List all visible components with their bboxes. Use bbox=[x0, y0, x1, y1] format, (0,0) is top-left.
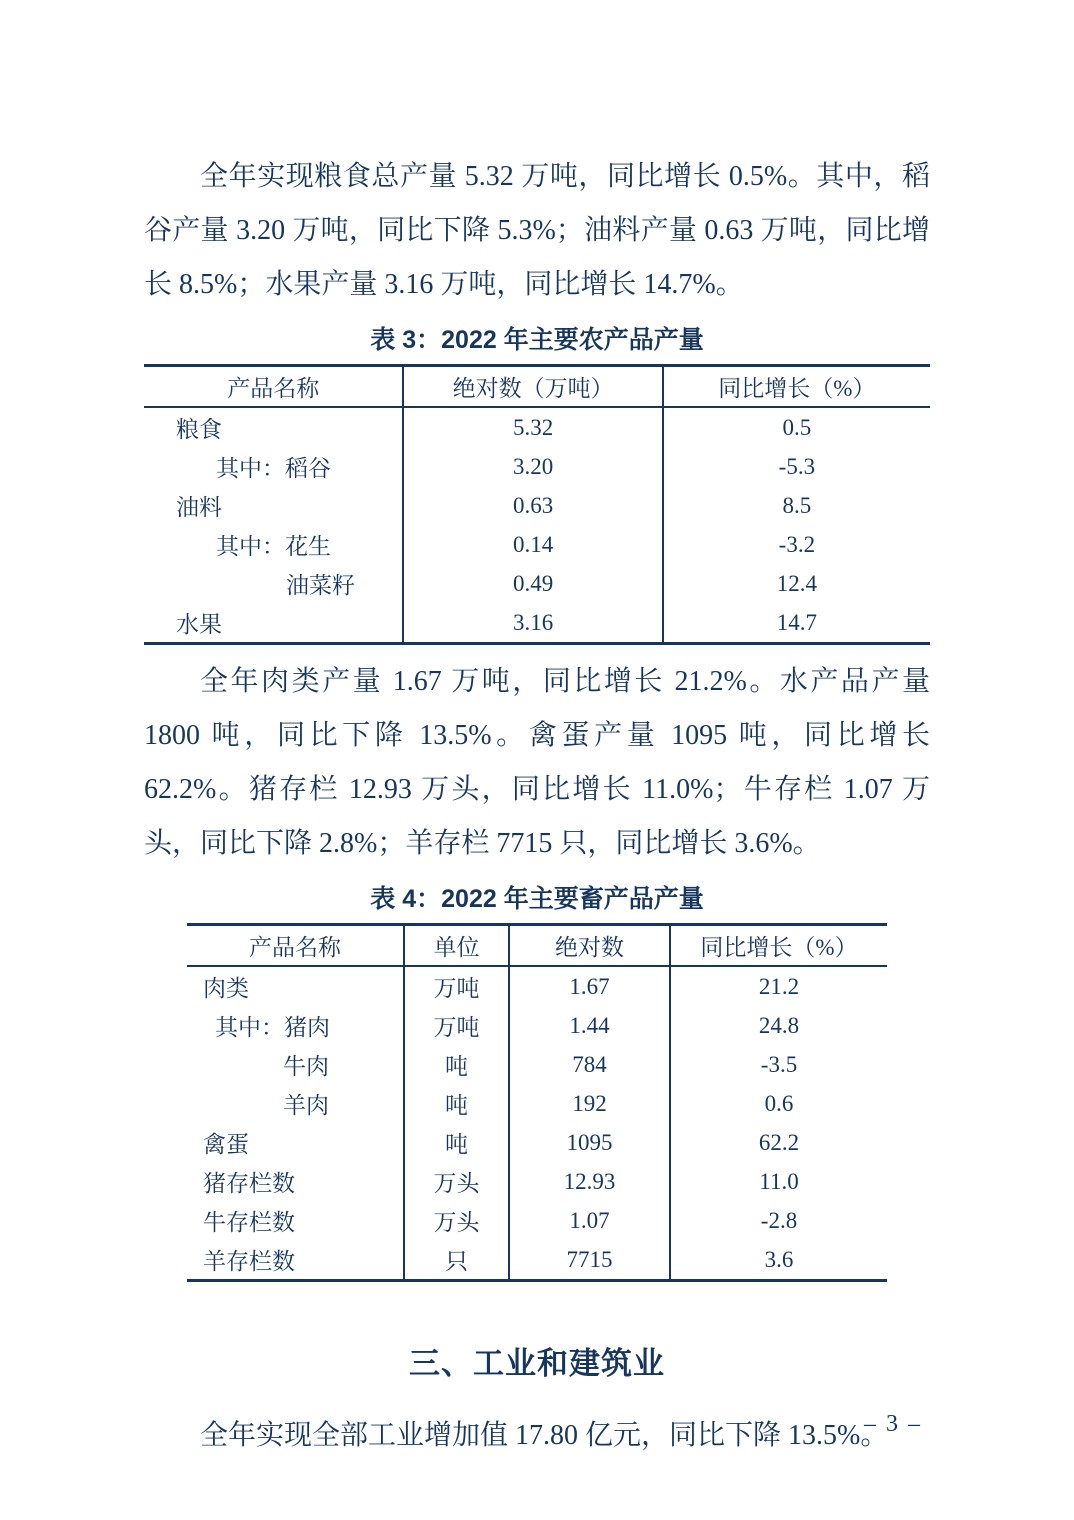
cell-growth-value: 8.5 bbox=[782, 492, 812, 518]
table4-header-row bbox=[187, 925, 887, 967]
cell-unit: 只 bbox=[404, 1240, 509, 1281]
table-row bbox=[187, 966, 887, 1006]
cell-product-name: 牛存栏数 bbox=[187, 1201, 404, 1240]
cell-product-name: 羊存栏数 bbox=[187, 1240, 404, 1281]
cell-absolute-value: 1.07 bbox=[509, 1201, 670, 1240]
table3-agricultural-products bbox=[144, 364, 930, 645]
cell-product-name: 猪存栏数 bbox=[187, 1162, 404, 1201]
cell-product-name: 油菜籽 bbox=[144, 564, 403, 603]
cell-growth-value: 0.5 bbox=[782, 414, 812, 440]
cell-product-name: 牛肉 bbox=[187, 1045, 404, 1084]
cell-product-name: 其中：稻谷 bbox=[144, 447, 403, 486]
table-row bbox=[144, 525, 930, 564]
cell-product-name: 羊肉 bbox=[187, 1084, 404, 1123]
table-row bbox=[187, 1006, 887, 1045]
cell-product-name: 肉类 bbox=[187, 966, 404, 1006]
table-row bbox=[187, 1162, 887, 1201]
cell-growth-value: 11.0 bbox=[759, 1168, 799, 1194]
cell-unit: 万头 bbox=[404, 1201, 509, 1240]
paragraph-industry-value: 全年实现全部工业增加值 17.80 亿元，同比下降 13.5%。 bbox=[200, 1420, 889, 1451]
table3-header-growth: 同比增长（%） bbox=[663, 366, 930, 408]
cell-growth-value: 14.7 bbox=[776, 609, 817, 635]
section-heading-industry: 三、工业和建筑业 bbox=[409, 1346, 665, 1381]
cell-growth-value: -5.3 bbox=[778, 453, 816, 479]
cell-unit: 万头 bbox=[404, 1162, 509, 1201]
cell-unit: 万吨 bbox=[404, 1006, 509, 1045]
cell-growth-value: 3.6 bbox=[764, 1246, 794, 1272]
cell-absolute-value: 3.16 bbox=[403, 603, 662, 644]
table-row bbox=[187, 1201, 887, 1240]
table4-header-product: 产品名称 bbox=[187, 925, 404, 967]
cell-growth-value: 24.8 bbox=[758, 1012, 800, 1038]
cell-product-name: 禽蛋 bbox=[187, 1123, 404, 1162]
table-row bbox=[187, 1084, 887, 1123]
cell-unit: 吨 bbox=[404, 1123, 509, 1162]
cell-unit: 万吨 bbox=[404, 966, 509, 1006]
table4-livestock-products bbox=[187, 923, 887, 1282]
cell-product-name: 水果 bbox=[144, 603, 403, 644]
cell-growth-value: -2.8 bbox=[760, 1207, 798, 1233]
cell-product-name: 其中：花生 bbox=[144, 525, 403, 564]
table-row bbox=[144, 564, 930, 603]
cell-growth-value: 12.4 bbox=[776, 570, 817, 596]
cell-absolute-value: 192 bbox=[509, 1084, 670, 1123]
cell-unit: 吨 bbox=[404, 1045, 509, 1084]
table3-title: 表 3：2022 年主要农产品产量 bbox=[370, 326, 704, 354]
cell-absolute-value: 1095 bbox=[509, 1123, 670, 1162]
table4-header-unit: 单位 bbox=[404, 925, 509, 967]
table-row bbox=[187, 1240, 887, 1281]
cell-unit: 吨 bbox=[404, 1084, 509, 1123]
cell-absolute-value: 1.67 bbox=[509, 966, 670, 1006]
cell-absolute-value: 5.32 bbox=[403, 407, 662, 447]
cell-absolute-value: 7715 bbox=[509, 1240, 670, 1281]
cell-growth-value: -3.2 bbox=[778, 531, 816, 557]
cell-absolute-value: 3.20 bbox=[403, 447, 662, 486]
table3-header-absolute: 绝对数（万吨） bbox=[403, 366, 662, 408]
cell-absolute-value: 0.63 bbox=[403, 486, 662, 525]
table-row bbox=[144, 447, 930, 486]
table-row bbox=[187, 1045, 887, 1084]
cell-growth-value: 0.6 bbox=[764, 1090, 794, 1116]
page-number: – 3 – bbox=[864, 1411, 922, 1437]
cell-product-name: 粮食 bbox=[144, 407, 403, 447]
cell-product-name: 油料 bbox=[144, 486, 403, 525]
cell-absolute-value: 0.14 bbox=[403, 525, 662, 564]
table-row bbox=[144, 603, 930, 644]
cell-absolute-value: 1.44 bbox=[509, 1006, 670, 1045]
table-row bbox=[187, 1123, 887, 1162]
cell-growth-value: 21.2 bbox=[758, 973, 800, 999]
table3-header-row bbox=[144, 366, 930, 408]
cell-absolute-value: 12.93 bbox=[509, 1162, 670, 1201]
cell-growth-value: -3.5 bbox=[760, 1051, 798, 1077]
cell-product-name: 其中：猪肉 bbox=[187, 1006, 404, 1045]
table-row bbox=[144, 407, 930, 447]
table3-header-product: 产品名称 bbox=[144, 366, 403, 408]
table-row bbox=[144, 486, 930, 525]
table4-title: 表 4：2022 年主要畜产品产量 bbox=[370, 885, 704, 913]
paragraph-grain-output: 全年实现粮食总产量 5.32 万吨，同比增长 0.5%。其中，稻谷产量 3.20 万吨，同比下降 5.3%；油料产量 0.63 万吨，同比增长 8.5%；水果产量 3.16 万吨，同比增长 14.7%。 bbox=[144, 161, 930, 300]
table4-header-growth: 同比增长（%） bbox=[670, 925, 887, 967]
paragraph-livestock-output: 全年肉类产量 1.67 万吨，同比增长 21.2%。水产品产量 1800 吨，同比下降 13.5%。禽蛋产量 1095 吨，同比增长 62.2%。猪存栏 12.93 万头，同比增长 11.0%；牛存栏 1.07 万头，同比下降 2.8%；羊存栏 7715 只，同比增长 3.6%。 bbox=[144, 666, 930, 859]
cell-absolute-value: 0.49 bbox=[403, 564, 662, 603]
cell-growth-value: 62.2 bbox=[758, 1129, 800, 1155]
cell-absolute-value: 784 bbox=[509, 1045, 670, 1084]
table4-header-absolute: 绝对数 bbox=[509, 925, 670, 967]
